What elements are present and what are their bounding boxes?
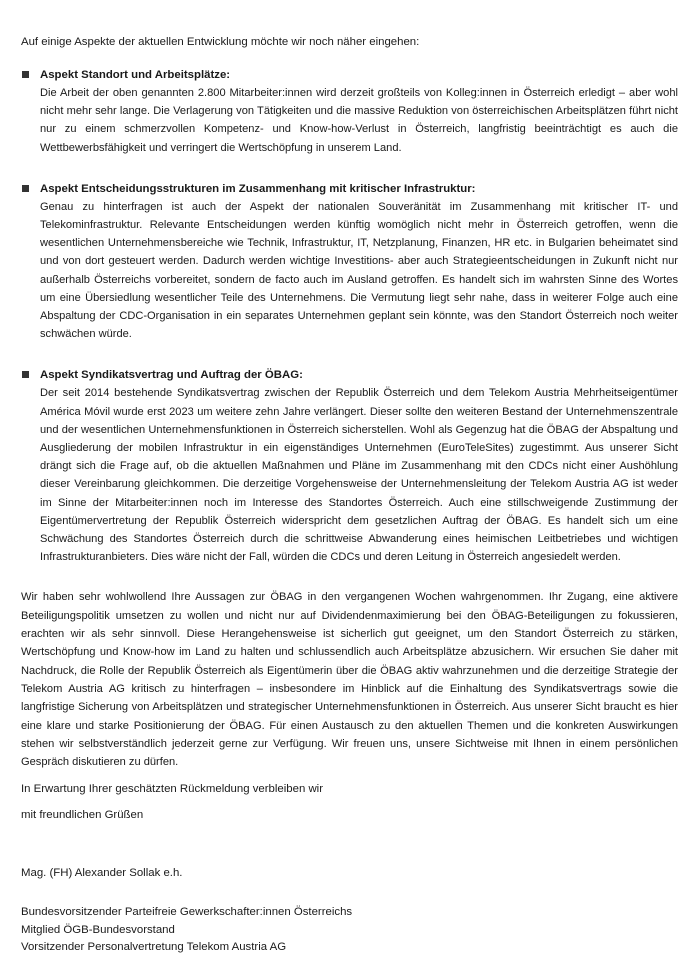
aspect-title: Aspekt Syndikatsvertrag und Auftrag der ÖBAG: [40, 369, 303, 382]
aspect-body: Der seit 2014 bestehende Syndikatsvertrag zwischen der Republik Österreich und dem Telekom Austria Mehrheitseigentümer América Móvil wurde erst 2023 um weitere zehn Jahre verlängert. Dieser sollte den weiteren Bestand der Unternehmenszentrale und der wesentlichen Unternehmensfunktionen in Österreich sicherstellen. Wohl als Gegenzug hat die ÖBAG der Abspaltung und Ausgliederung der mobilen Infrastruktur in ein eigenständiges Unternehmen (EuroTeleSites) zugestimmt. Aus unserer Sicht drängt sich die Frage auf, ob die aktuellen Maßnahmen und Pläne im Zusammenhang mit den CDCs nicht einer Aushöhlung dieser Vereinbarung gleichkommen. Die derzeitige Vorgehensweise der Unternehmensleitung der Telekom Austria AG ist weder im Sinne der Mitarbeiter:innen noch im Interesse des Standortes Österreich. Auch eine stillschweigende Zustimmung der Eigentümervertretung der Republik Österreich widerspricht dem gesetzlichen Auftrag der ÖBAG. Es handelt sich um eine Schwächung des Standortes Österreich durch die schrittweise Abwanderung eines heimischen Leitbetriebes und wichtigen Infrastrukturanbieters. Dies wäre nicht der Fall, würden die CDCs und deren Leitung in Österreich angesiedelt werden. [40, 387, 678, 564]
closing-paragraph: Wir haben sehr wohlwollend Ihre Aussagen zur ÖBAG in den vergangenen Wochen wahrgenommen. Ihr Zugang, eine aktivere Beteiligungspolitik umsetzen zu wollen und nicht nur auf Dividendenmaximierung bei den ÖBAG-Beteiligungen zu fokussieren, erachten wir als sehr sinnvoll. Diese Herangehensweise ist sicherlich gut geeignet, um den Standort Österreich zu stärken, Wertschöpfung und Know-how im Land zu halten und schlussendlich auch Arbeitsplätze abzusichern. Wir ersuchen Sie daher mit Nachdruck, die Rolle der Republik Österreich als Eigentümerin über die ÖBAG aktiv wahrzunehmen und die derzeitige Strategie der Telekom Austria AG kritisch zu hinterfragen – insbesondere im Hinblick auf die Einhaltung des Syndikatsvertrags sowie die langfristige Sicherung von Arbeitsplätzen und strategischer Unternehmensfunktionen in Österreich. Aus unserer Sicht braucht es hier eine klare und starke Positionierung der ÖBAG. Für einen Austausch zu den aktuellen Themen und die konkreten Auswirkungen stehen wir selbstverständlich jederzeit gerne zur Verfügung. Wir freuen uns, unsere Sichtweise mit Ihnen in einem persönlichen Gespräch diskutieren zu dürfen. [21, 591, 678, 769]
signature-role: Mitglied ÖGB-Bundesvorstand [21, 923, 175, 936]
aspect-title: Aspekt Entscheidungsstrukturen im Zusammenhang mit kritischer Infrastruktur: [40, 182, 476, 195]
square-bullet-icon [22, 371, 29, 378]
aspect-standort [21, 67, 678, 157]
square-bullet-icon [22, 185, 29, 192]
aspect-syndikatsvertrag [21, 367, 678, 566]
aspect-title: Aspekt Standort und Arbeitsplätze: [40, 69, 231, 81]
expectation-line: In Erwartung Ihrer geschätzten Rückmeldung verbleiben wir [21, 783, 324, 796]
intro-text: Auf einige Aspekte der aktuellen Entwicklung möchte wir noch näher eingehen: [21, 36, 420, 48]
signature-role: Vorsitzender Personalvertretung Telekom Austria AG [21, 941, 287, 954]
signature-role: Bundesvorsitzender Parteifreie Gewerkschafter:innen Österreichs [21, 906, 353, 919]
aspect-body: Die Arbeit der oben genannten 2.800 Mitarbeiter:innen wird derzeit großteils von Kolleg:innen in Österreich erledigt – aber wohl nicht mehr sehr lange. Die Verlagerung von Tätigkeiten und die massive Reduktion von österreichischen Arbeitsplätzen führt nicht nur zu einem schmerzvollen Kompetenz- und Know-how-Verlust in Österreich, langfristig beeinträchtigt es auch die Wettbewerbsfähigkeit und verringert die Wertschöpfung in unserem Land. [40, 87, 678, 154]
greeting-line: mit freundlichen Grüßen [21, 809, 144, 822]
square-bullet-icon [22, 71, 29, 78]
signature-name: Mag. (FH) Alexander Sollak e.h. [21, 867, 183, 880]
aspect-body: Genau zu hinterfragen ist auch der Aspekt der nationalen Souveränität im Zusammenhang mit kritischer IT- und Telekominfrastruktur. Relevante Entscheidungen werden künftig womöglich nicht mehr in Österreich getroffen, wenn die wesentlichen Unternehmensbereiche wie Technik, Infrastruktur, IT, Netzplanung, Finanzen, HR etc. in Bulgarien beheimatet sind und von dort gesteuert werden. Dadurch werden wichtige Investitions- aber auch Strategieentscheidungen in Zukunft nicht nur außerhalb Österreichs vorbereitet, sondern de facto auch im Ausland getroffen. Es handelt sich im wahrsten Sinne des Wortes um eine Übersiedlung wesentlicher Teile des Unternehmens. Die Vermutung liegt sehr nahe, dass in weiterer Folge auch eine Abspaltung der CDC-Organisation in ein separates Unternehmen geplant sein könnte, was den Standort Österreich noch weiter schwächen würde. [40, 200, 678, 341]
aspect-entscheidungsstrukturen [21, 181, 678, 344]
